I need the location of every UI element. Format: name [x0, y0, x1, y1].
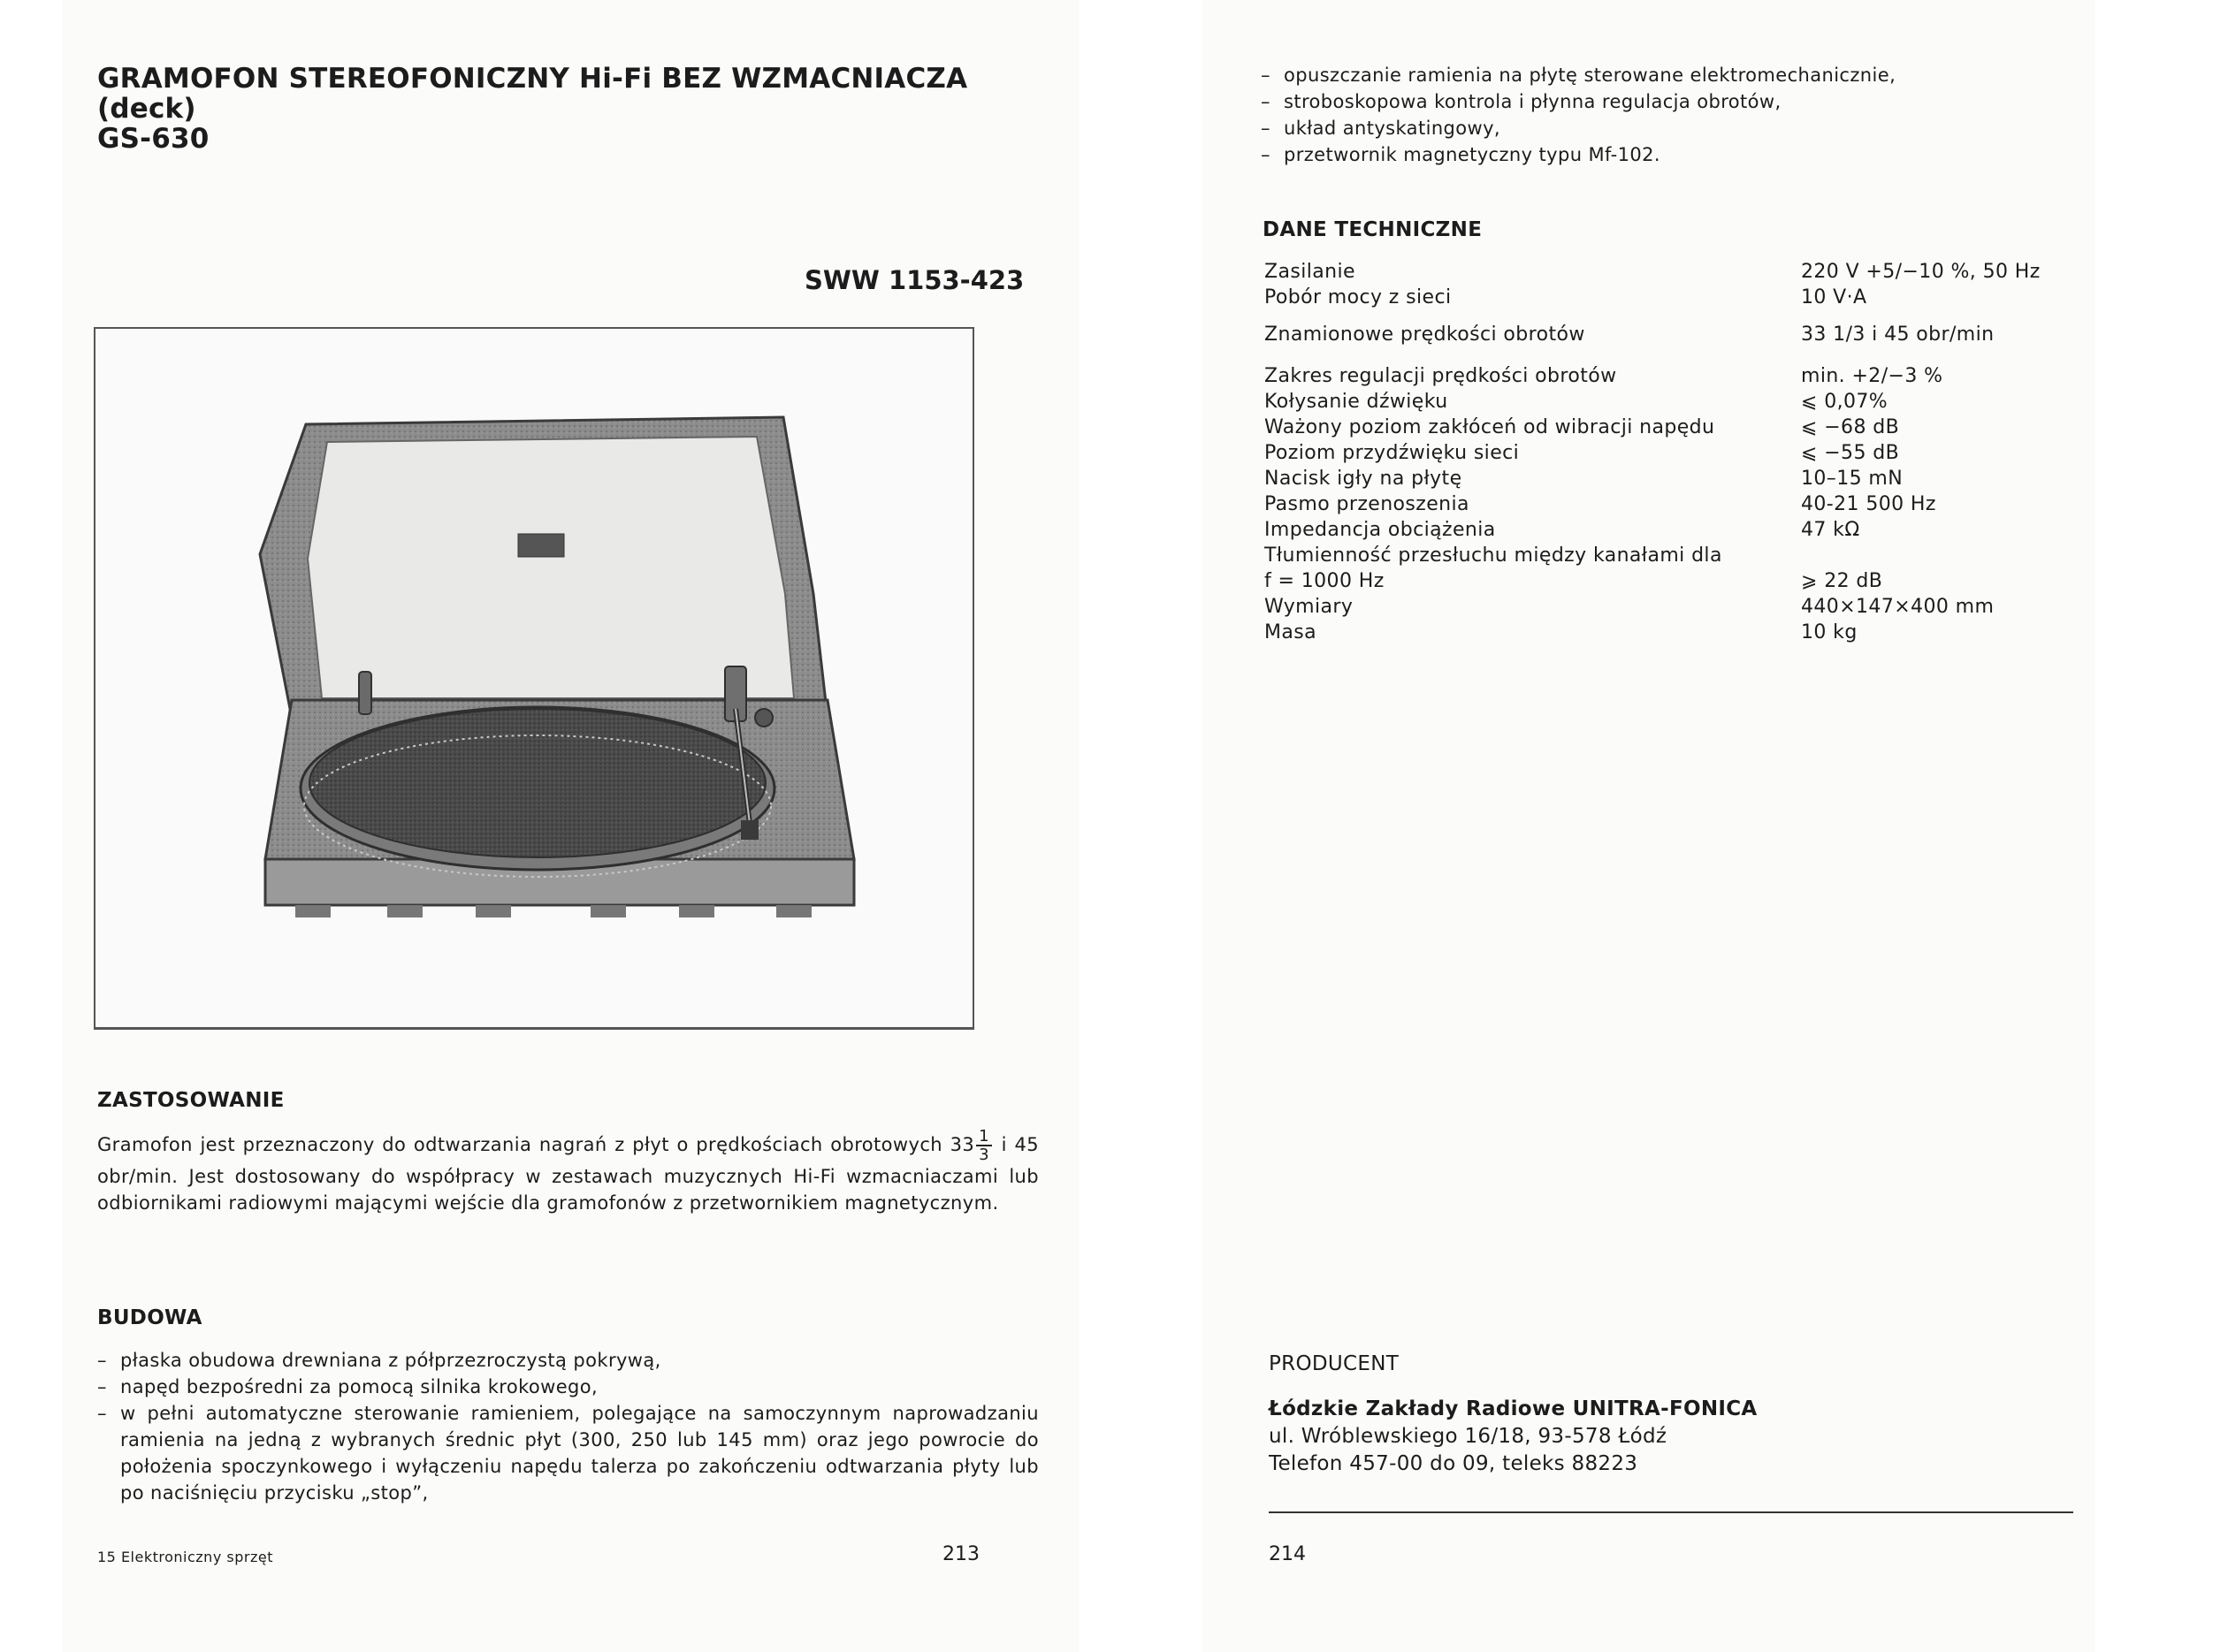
spec-label: Znamionowe prędkości obrotów	[1264, 324, 1585, 346]
spec-label: Zasilanie	[1264, 261, 1355, 283]
spec-value: 10–15 mN	[1801, 468, 1904, 490]
usage-text-part1: Gramofon jest przeznaczony do odtwarzania nagrań z płyt o prędkościach obrotowych 33	[97, 1134, 975, 1155]
build-list	[97, 1347, 1039, 1506]
spec-label: f = 1000 Hz	[1264, 570, 1385, 592]
spec-value: 220 V +5/−10 %, 50 Hz	[1801, 261, 2041, 283]
spec-label: Impedancja obciążenia	[1264, 519, 1496, 541]
list-item: – napęd bezpośredni za pomocą silnika krokowego,	[97, 1374, 1039, 1400]
model-code: SWW 1153-423	[805, 265, 1025, 295]
spec-value: ⩾ 22 dB	[1801, 570, 1883, 592]
producer-name: Łódzkie Zakłady Radiowe UNITRA-FONICA	[1269, 1397, 1758, 1420]
fraction-one-third	[976, 1128, 992, 1163]
left-page	[62, 0, 1079, 1652]
spec-label: Pasmo przenoszenia	[1264, 493, 1469, 515]
spec-value: ⩽ 0,07%	[1801, 391, 1888, 413]
page-number: 213	[942, 1543, 980, 1565]
producer-address: ul. Wróblewskiego 16/18, 93-578 Łódź	[1269, 1425, 1667, 1448]
fraction-denominator: 3	[979, 1146, 989, 1164]
list-item: – układ antyskatingowy,	[1261, 115, 2056, 141]
list-item: – opuszczanie ramienia na płytę sterowane elektromechanicznie,	[1261, 62, 2056, 88]
spec-label: Tłumienność przesłuchu między kanałami dla	[1264, 544, 1722, 567]
title-line-2: GS-630	[97, 123, 210, 155]
tech-data-heading: DANE TECHNICZNE	[1263, 218, 1483, 241]
spec-value: 440×147×400 mm	[1801, 596, 1995, 618]
turntable-illustration	[95, 329, 973, 1027]
list-item: – płaska obudowa drewniana z półprzezroczystą pokrywą,	[97, 1347, 1039, 1374]
page-footer: 15 Elektroniczny sprzęt	[97, 1549, 273, 1565]
usage-paragraph	[97, 1128, 1039, 1216]
spec-label: Zakres regulacji prędkości obrotów	[1264, 365, 1617, 387]
usage-text-part2: i 45 obr/min. Jest dostosowany do współpracy w zestawach muzycznych Hi-Fi wzmacniaczami lub odbiornikami radiowymi mającymi wejście dla gramofonów z przetwornikiem magnetycznym.	[97, 1134, 1039, 1214]
producer-phone: Telefon 457-00 do 09, teleks 88223	[1269, 1452, 1638, 1475]
spec-label: Masa	[1264, 621, 1317, 643]
list-item: – w pełni automatyczne sterowanie ramieniem, polegające na samoczynnym naprowadzaniu ramienia na jedną z wybranych średnic płyt (300, 250 lub 145 mm) oraz jego powrocie do położenia spoczynkowego i wyłączeniu napędu talerza po zakończeniu odtwarzania płyty lub po naciśnięciu przycisku „stop”,	[97, 1400, 1039, 1506]
list-item: – przetwornik magnetyczny typu Mf-102.	[1261, 141, 2056, 168]
page-number: 214	[1269, 1543, 1306, 1565]
turntable-photo	[94, 327, 974, 1030]
spec-label: Wymiary	[1264, 596, 1354, 618]
spec-value: 10 V·A	[1801, 286, 1867, 308]
spec-label: Ważony poziom zakłóceń od wibracji napędu	[1264, 416, 1715, 438]
spec-label: Pobór mocy z sieci	[1264, 286, 1452, 308]
spec-value: 47 kΩ	[1801, 519, 1860, 541]
document-title	[97, 64, 1026, 154]
spec-label: Nacisk igły na płytę	[1264, 468, 1462, 490]
spec-value: 33 1/3 i 45 obr/min	[1801, 324, 1995, 346]
spec-value: ⩽ −68 dB	[1801, 416, 1900, 438]
build-heading: BUDOWA	[97, 1306, 202, 1329]
list-item: – stroboskopowa kontrola i płynna regulacja obrotów,	[1261, 88, 2056, 115]
spec-label: Kołysanie dźwięku	[1264, 391, 1448, 413]
usage-heading: ZASTOSOWANIE	[97, 1089, 285, 1112]
spec-value: ⩽ −55 dB	[1801, 442, 1900, 464]
spec-value: 10 kg	[1801, 621, 1858, 643]
footer-rule	[1269, 1511, 2073, 1513]
spec-value: 40-21 500 Hz	[1801, 493, 1936, 515]
right-page	[1202, 0, 2095, 1652]
spec-value: min. +2/−3 %	[1801, 365, 1943, 387]
spec-label: Poziom przydźwięku sieci	[1264, 442, 1520, 464]
producer-block	[1269, 1351, 1758, 1478]
fraction-numerator: 1	[976, 1128, 992, 1146]
features-list	[1261, 62, 2056, 168]
producer-heading: PRODUCENT	[1269, 1352, 1400, 1375]
title-line-1: GRAMOFON STEREOFONICZNY Hi-Fi BEZ WZMACNIACZA (deck)	[97, 63, 968, 125]
